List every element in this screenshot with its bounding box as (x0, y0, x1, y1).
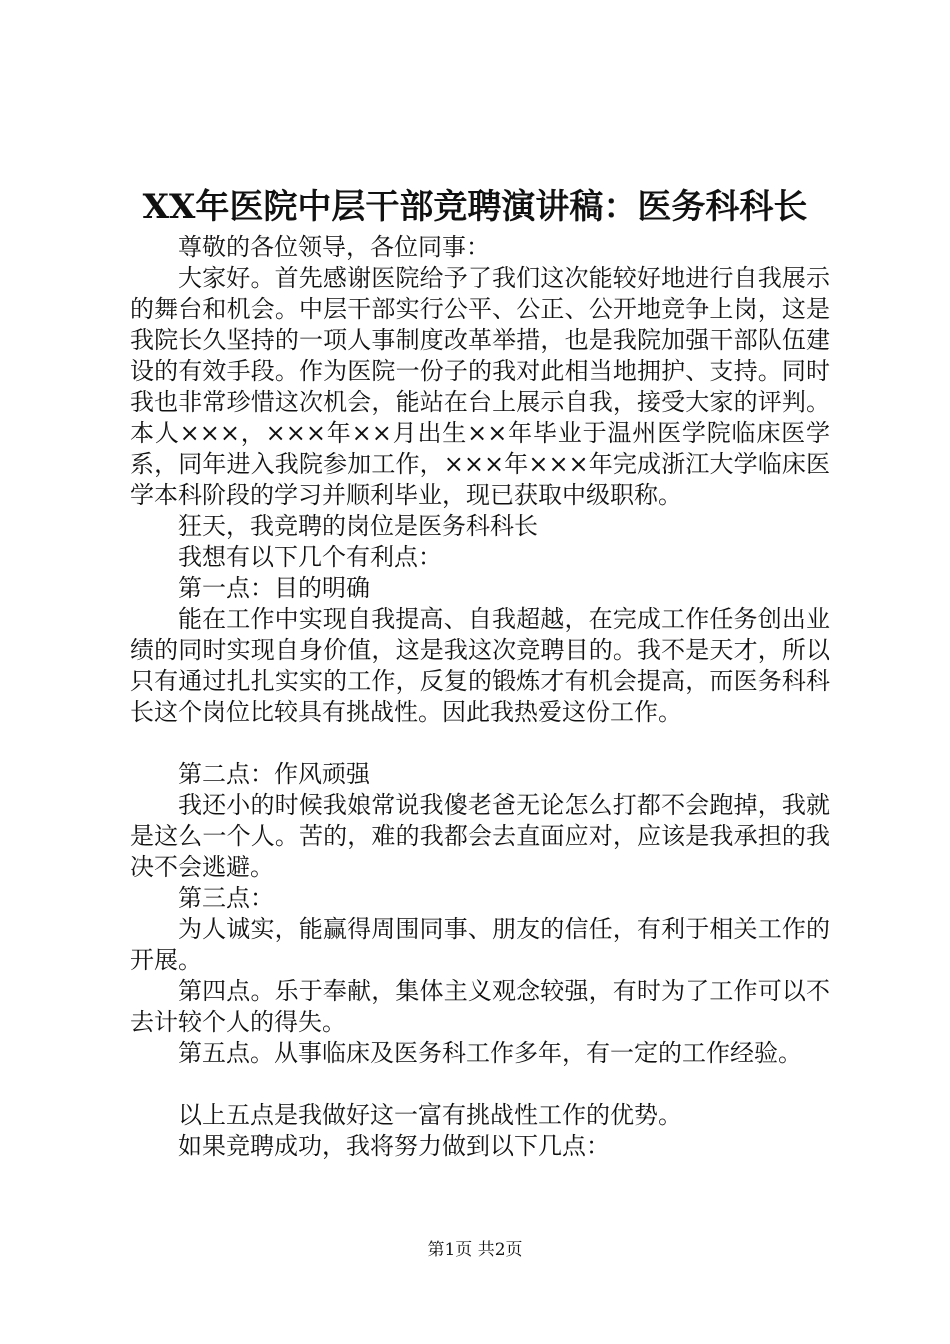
point-three-paragraph: 为人诚实，能赢得周围同事、朋友的信任，有利于相关工作的开展。 (130, 915, 830, 974)
blank-line (130, 728, 830, 759)
position-paragraph: 狂天，我竞聘的岗位是医务科科长 (178, 512, 538, 540)
introduction-paragraph: 大家好。首先感谢医院给予了我们这次能较好地进行自我展示的舞台和机会。中层干部实行公平、公正、公开地竞争上岗，这是我院长久坚持的一项人事制度改革举措，也是我院加强干部队伍建设的有效手段。作为医院一份子的我对此相当地拥护、支持。同时我也非常珍惜这次机会，能站在台上展示自我，接受大家的评判。本人×××，×××年××月出生××年毕业于温州医学院临床医学系，同年进入我院参加工作，×××年×××年完成浙江大学临床医学本科阶段的学习并顺利毕业，现已获取中级职称。 (130, 264, 830, 509)
plan-intro-paragraph: 如果竞聘成功，我将努力做到以下几点： (178, 1132, 610, 1160)
blank-line (130, 1069, 830, 1100)
document-title: XX年医院中层干部竞聘演讲稿：医务科科长 (142, 187, 808, 227)
point-one-heading: 第一点：目的明确 (178, 574, 370, 602)
point-two-heading: 第二点：作风顽强 (178, 760, 370, 788)
point-two-paragraph: 我还小的时候我娘常说我傻老爸无论怎么打都不会跑掉，我就是这么一个人。苦的，难的我都会去直面应对，应该是我承担的我决不会逃避。 (130, 791, 830, 881)
point-three-heading: 第三点： (178, 884, 274, 912)
document-body (130, 232, 830, 1162)
advantages-intro-paragraph: 我想有以下几个有利点： (178, 543, 442, 571)
point-four-paragraph: 第四点。乐于奉献，集体主义观念较强，有时为了工作可以不去计较个人的得失。 (130, 977, 830, 1036)
salutation-paragraph: 尊敬的各位领导，各位同事： (178, 233, 490, 261)
point-one-paragraph: 能在工作中实现自我提高、自我超越，在完成工作任务创出业绩的同时实现自身价值，这是我这次竞聘目的。我不是天才，所以只有通过扎扎实实的工作，反复的锻炼才有机会提高，而医务科科长这个岗位比较具有挑战性。因此我热爱这份工作。 (130, 605, 830, 726)
summary-paragraph: 以上五点是我做好这一富有挑战性工作的优势。 (178, 1101, 682, 1129)
point-five-paragraph: 第五点。从事临床及医务科工作多年，有一定的工作经验。 (178, 1039, 802, 1067)
page-footer: 第1页 共2页 (427, 1240, 523, 1260)
